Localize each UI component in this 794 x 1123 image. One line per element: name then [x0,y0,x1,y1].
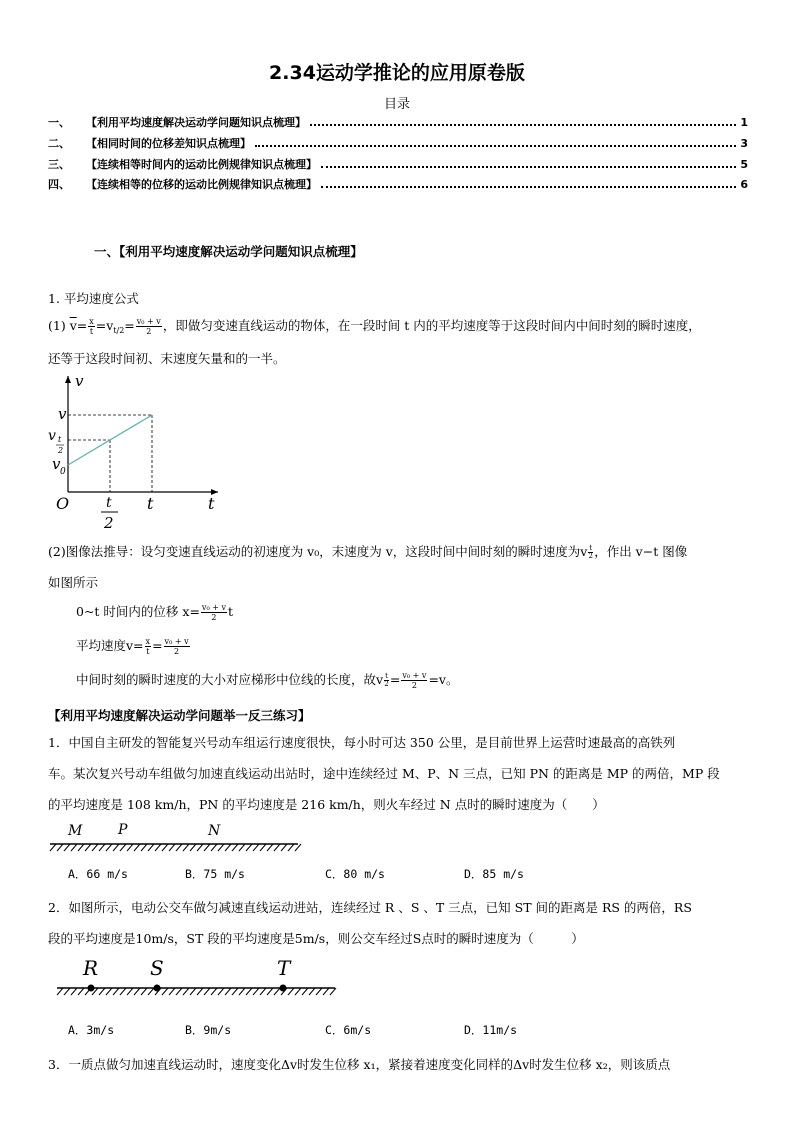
q1-diagram [48,820,308,854]
hatch-mark [197,844,203,851]
hatch-mark [183,988,189,995]
point-N: N [208,823,221,839]
hatch-mark [260,988,266,995]
q2-option-b[interactable]: B．9m/s [185,1023,232,1037]
numerator: v₀ + v [201,603,226,612]
hatch-mark [78,988,84,995]
point-T: T [277,956,291,980]
ground-hatch [50,844,301,851]
page-title: 2.34运动学推论的应用原卷版 [269,62,525,84]
hatch-mark [141,844,147,851]
numerator: v₀ + v [164,637,189,646]
v-axis-label: v [75,372,84,390]
hatch-mark [155,844,161,851]
hatch-mark [274,988,280,995]
hatch-mark [225,988,231,995]
q1-line-1: 1．中国自主研发的智能复兴号动车组运行速度很快，每小时可达 350 公里，是目前世界上运营时速最高的高铁列 [48,735,676,750]
hatch-mark [127,988,133,995]
toc-title: 目录 [383,97,410,112]
hatch-mark [127,844,133,851]
hatch-mark [274,844,280,851]
denominator: 2 [411,681,417,690]
vhalf-sub-t: t [58,435,62,444]
hatch-mark [106,988,112,995]
hatch-mark [64,988,70,995]
hatch-mark [239,844,245,851]
hatch-mark [78,844,84,851]
point-P: P [118,822,128,838]
q2-diagram [55,955,345,1005]
thalf-t: t [106,495,112,511]
hatch-mark [246,988,252,995]
frac [145,637,152,656]
derivation-line-1 [48,542,687,560]
hatch-mark [148,988,154,995]
hatch-mark [99,988,105,995]
q1-line-3: 的平均速度是 108 km/h，PN 的平均速度是 216 km/h，则火车经过 N 点时的瞬时速度为（ ） [48,797,605,812]
text: = [389,672,401,687]
sub-half: t/2 [113,326,125,335]
frac [201,603,227,622]
hatch-mark [281,844,287,851]
denominator: 2 [384,680,389,688]
toc-entry-1[interactable] [48,114,748,130]
hatch-mark [225,844,231,851]
hatch-mark [302,988,308,995]
q1-option-b[interactable]: B．75 m/s [185,867,245,881]
ground-hatch [57,988,336,995]
origin-label: O [56,494,70,513]
midpoint-velocity-formula [76,670,458,690]
q2-line-2: 段的平均速度是10m/s，ST 段的平均速度是5m/s，则公交车经过S点时的瞬时速度为（ ） [48,931,584,946]
q2-option-d[interactable]: D．11m/s [464,1023,518,1037]
eq2: =v [95,318,114,333]
vhalf-label: v [48,428,56,444]
hatch-mark [176,988,182,995]
hatch-mark [204,988,210,995]
toc-text: 【利用平均速度解决运动学问题知识点梳理】 [86,116,306,129]
t-label: t [147,494,154,513]
q3-line-1: 3．一质点做匀加速直线运动时，速度变化Δv时发生位移 x₁，紧接着速度变化同样的Δv时发生位移 x₂，则该质点 [48,1057,671,1072]
formula-rest: ，即做匀变速直线运动的物体，在一段时间 t 内的平均速度等于这段时间内中间时刻的瞬时速度， [162,318,701,333]
toc-text: 【相同时间的位移差知识点梳理】 [86,137,251,150]
hatch-mark [106,844,112,851]
hatch-mark [113,988,119,995]
toc-num: 四、 [48,178,70,191]
point-R: R [83,956,99,980]
text: (2)图像法推导：设匀变速直线运动的初速度为 v₀，末速度为 v，这段时间中间时刻的瞬时速度为v [48,544,588,559]
hatch-mark [323,988,329,995]
eq: = [152,638,163,653]
hatch-mark [71,988,77,995]
hatch-mark [288,988,294,995]
q1-option-d[interactable]: D．85 m/s [464,867,524,881]
toc-leader [310,123,736,126]
toc-num: 一、 [48,116,70,129]
section-heading: 一、【利用平均速度解决运动学问题知识点梳理】 [94,244,363,259]
text: ，作出 v−t 图像 [594,544,688,559]
hatch-mark [204,844,210,851]
t-axis-label: t [208,494,215,513]
hatch-mark [288,844,294,851]
formula-line-2: 还等于这段时间初、末速度矢量和的一半。 [48,351,286,366]
hatch-mark [190,844,196,851]
hatch-mark [120,844,126,851]
hatch-mark [330,988,336,995]
hatch-mark [162,844,168,851]
hatch-mark [190,988,196,995]
q1-line-2: 车。某次复兴号动车组做匀加速直线运动出站时，途中连续经过 M、P、N 三点，已知 PN 的距离是 MP 的两倍，MP 段 [48,766,720,781]
hatch-mark [253,988,259,995]
hatch-mark [169,844,175,851]
toc-entry-4[interactable] [48,176,748,192]
denominator: t [89,327,94,336]
prefix: (1) [48,318,70,333]
displacement-formula [76,602,233,622]
toc-page: 1 [740,116,748,129]
hatch-mark [197,988,203,995]
thalf-2: 2 [104,514,114,532]
hatch-mark [183,844,189,851]
q2-option-c[interactable]: C．6m/s [325,1023,372,1037]
hatch-mark [50,844,56,851]
hatch-mark [218,988,224,995]
numerator: v₀ + v [402,671,427,680]
text: 0~t 时间内的位移 x= [76,604,200,619]
toc-page: 6 [740,178,748,191]
denominator: 2 [146,327,152,336]
eq: = [76,318,88,333]
text: =v。 [428,672,459,687]
toc-leader [321,185,736,188]
hatch-mark [267,988,273,995]
point-M: M [68,823,83,839]
denominator: 2 [588,552,593,560]
item-title: 1. 平均速度公式 [48,291,139,306]
hatch-mark [211,988,217,995]
hatch-mark [148,844,154,851]
toc-page: 3 [740,137,748,150]
toc-leader [255,144,736,147]
q1-option-a[interactable]: A．66 m/s [68,867,128,881]
hatch-mark [99,844,105,851]
denominator: 2 [211,613,217,622]
denominator: 2 [174,647,180,656]
toc-entry-2[interactable] [48,135,748,151]
q2-option-a[interactable]: A．3m/s [68,1023,115,1037]
hatch-mark [309,988,315,995]
hatch-mark [218,844,224,851]
toc-num: 二、 [48,137,70,150]
denominator: t [146,647,150,656]
hatch-mark [64,844,70,851]
v-axis-arrow [65,376,71,383]
frac [401,671,427,690]
hatch-mark [232,988,238,995]
sub-t-2 [384,673,389,688]
vt-graph [48,370,228,535]
numerator: x [89,317,94,326]
v0-plus-v-over-2 [136,317,162,336]
hatch-mark [211,844,217,851]
hatch-mark [71,844,77,851]
toc-text: 【连续相等时间内的运动比例规律知识点梳理】 [86,158,317,171]
hatch-mark [113,844,119,851]
formula-line [48,316,701,336]
point-S: S [150,956,164,980]
numerator: t [589,544,593,552]
hatch-mark [260,844,266,851]
practice-heading: 【利用平均速度解决运动学问题举一反三练习】 [48,708,311,723]
hatch-mark [57,844,63,851]
numerator: x [145,637,151,646]
frac [164,637,190,656]
hatch-mark [162,988,168,995]
text: 平均速度v= [76,638,144,653]
hatch-mark [232,844,238,851]
toc-leader [321,165,736,168]
point-T-dot [280,985,287,992]
toc-entry-3[interactable] [48,156,748,172]
hatch-mark [316,988,322,995]
v0-sub: 0 [60,467,66,477]
average-velocity-formula [76,636,191,656]
hatch-mark [141,988,147,995]
hatch-mark [169,988,175,995]
hatch-mark [267,844,273,851]
hatch-mark [134,844,140,851]
hatch-mark [85,844,91,851]
text: 中间时刻的瞬时速度的大小对应梯形中位线的长度，故v [76,672,384,687]
sub-t-2 [588,545,593,560]
toc-num: 三、 [48,158,70,171]
text: t [227,604,233,619]
derivation-line-2: 如图所示 [48,575,99,590]
toc-text: 【连续相等的位移的运动比例规律知识点梳理】 [86,178,317,191]
v-bar: $\overline{v}$ [69,318,77,333]
vhalf-sub-2: 2 [58,446,64,455]
q1-option-c[interactable]: C．80 m/s [325,867,385,881]
numerator: t [385,672,388,680]
hatch-mark [57,988,63,995]
hatch-mark [134,988,140,995]
eq3: = [124,318,135,333]
hatch-mark [239,988,245,995]
hatch-mark [295,988,301,995]
hatch-mark [176,844,182,851]
numerator: v₀ + v [136,317,161,326]
hatch-mark [92,844,98,851]
point-R-dot [88,985,95,992]
hatch-mark [246,844,252,851]
point-S-dot [154,985,161,992]
hatch-mark [295,844,301,851]
toc-page: 5 [740,158,748,171]
x-over-t [88,317,95,336]
q2-line-1: 2．如图所示，电动公交车做匀减速直线运动进站，连续经过 R 、S 、T 三点，已知 ST 间的距离是 RS 的两倍，RS [48,900,692,915]
hatch-mark [120,988,126,995]
hatch-mark [253,844,259,851]
v0-label: v [52,455,61,473]
v-label: v [58,405,67,423]
